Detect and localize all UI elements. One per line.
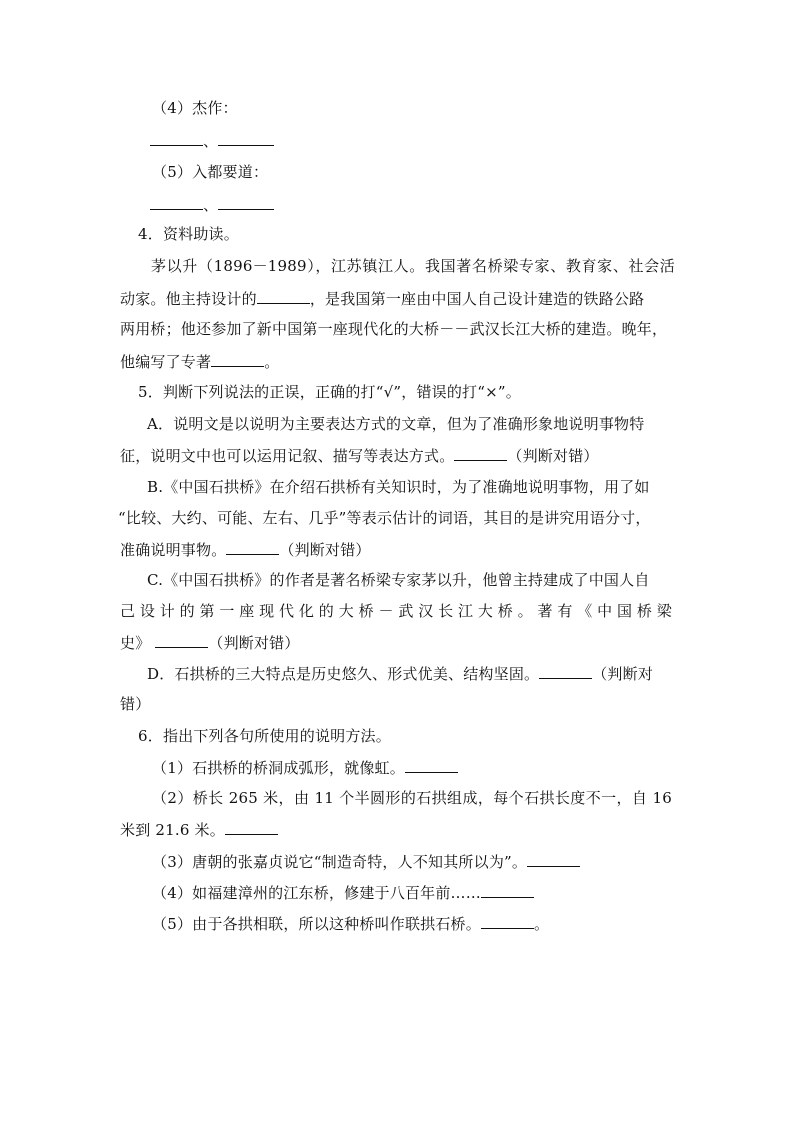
s5-c-line-2 <box>120 602 672 620</box>
s5-c-line-1 <box>147 571 650 589</box>
statement-text: C.《中国石拱桥》的作者是著名桥梁专家茅以升，他曾主持建成了中国人自 <box>147 571 650 589</box>
s4-line-3 <box>120 320 667 338</box>
s5-d-line-1 <box>147 664 653 683</box>
s5-b-line-2 <box>118 509 651 527</box>
q4-label <box>152 99 238 117</box>
paragraph-text: 两用桥；他还参加了新中国第一座现代化的大桥－－武汉长江大桥的建造。晚年， <box>120 320 668 338</box>
answer-blank[interactable] <box>481 883 534 898</box>
answer-blank[interactable] <box>150 195 203 210</box>
s5-b-line-1 <box>147 478 650 496</box>
statement-text: B.《中国石拱桥》在介绍石拱桥有关知识时，为了准确地说明事物，用了如 <box>147 478 650 496</box>
s4-line-1 <box>151 257 675 275</box>
judgment-note: （判断对错） <box>279 541 371 559</box>
s6-item-4 <box>152 883 534 902</box>
s6-item-2-line-1 <box>152 789 672 807</box>
paragraph-text: 动家。他主持设计的 <box>120 290 257 308</box>
s6-item-3 <box>152 852 580 871</box>
paragraph-text: 茅以升（1896－1989），江苏镇江人。我国著名桥梁专家、教育家、社会活 <box>151 257 675 275</box>
answer-blank[interactable] <box>539 664 592 679</box>
s6-item-2-line-2 <box>120 820 278 839</box>
q4-answer-row <box>150 131 274 150</box>
s5-a-line-2 <box>120 446 599 465</box>
s5-d-line-2 <box>120 695 150 713</box>
paragraph-text: 他编写了专著 <box>120 353 212 371</box>
s6-item-5 <box>152 914 549 933</box>
answer-blank[interactable] <box>527 852 580 867</box>
sentence-text: 。 <box>533 915 550 933</box>
sentence-text: （2）桥长 265 米，由 11 个半圆形的石拱组成，每个石拱长度不一，自 16 <box>152 789 672 807</box>
sentence-text: （4）如福建漳州的江东桥，修建于八百年前…… <box>152 884 481 902</box>
statement-text: A．说明文是以说明为主要表达方式的文章，但为了准确形象地说明事物特 <box>147 415 645 433</box>
q5-label <box>152 163 268 181</box>
sentence-text: （5）由于各拱相联，所以这种桥叫作联拱石桥。 <box>152 915 481 933</box>
statement-text: D．石拱桥的三大特点是历史悠久、形式优美、结构坚固。 <box>147 665 540 683</box>
section-5-heading-text: 5．判断下列说法的正误，正确的打“√”，错误的打“×”。 <box>138 383 521 401</box>
answer-blank[interactable] <box>257 289 310 304</box>
s6-item-1 <box>152 758 458 777</box>
answer-blank[interactable] <box>454 446 507 461</box>
judgment-note: （判断对错） <box>208 634 300 652</box>
statement-text: 征，说明文中也可以运用记叙、描写等表达方式。 <box>120 447 455 465</box>
q5-answer-row <box>150 195 274 214</box>
answer-blank[interactable] <box>405 758 458 773</box>
sentence-text: 米到 21.6 米。 <box>120 821 225 839</box>
sentence-text: （1）石拱桥的桥洞成弧形，就像虹。 <box>152 759 405 777</box>
section-4-heading <box>138 225 239 243</box>
section-4-heading-text: 4．资料助读。 <box>138 225 239 243</box>
paragraph-text: ，是我国第一座由中国人自己设计建造的铁路公路 <box>309 290 645 308</box>
statement-text: 己设计的第一座现代化的大桥－武汉长江大桥。著有《中国桥梁 <box>120 602 672 620</box>
statement-text: “比较、大约、可能、左右、几乎”等表示估计的词语，其目的是讲究用语分寸， <box>118 509 651 527</box>
answer-blank[interactable] <box>481 914 534 929</box>
separator: 、 <box>203 196 219 214</box>
s4-line-2 <box>120 289 644 308</box>
answer-blank[interactable] <box>218 195 274 210</box>
judgment-note: （判断对 <box>592 665 654 683</box>
s5-c-line-3 <box>120 633 300 652</box>
answer-blank[interactable] <box>225 820 278 835</box>
statement-text: 史》 <box>120 634 151 652</box>
paragraph-text: 。 <box>264 353 280 371</box>
answer-blank[interactable] <box>218 131 274 146</box>
answer-blank[interactable] <box>155 633 208 648</box>
s4-line-4 <box>120 352 279 371</box>
q4-label-text: （4）杰作： <box>152 99 238 117</box>
answer-blank[interactable] <box>150 131 203 146</box>
statement-text: 准确说明事物。 <box>120 541 227 559</box>
judgment-note: （判断对错） <box>507 447 599 465</box>
answer-blank[interactable] <box>211 352 264 367</box>
sentence-text: （3）唐朝的张嘉贞说它“制造奇特，人不知其所以为”。 <box>152 853 528 871</box>
q5-label-text: （5）入都要道： <box>152 163 269 181</box>
judgment-note: 错） <box>120 695 151 713</box>
answer-blank[interactable] <box>226 540 279 555</box>
separator: 、 <box>203 132 219 150</box>
s5-b-line-3 <box>120 540 371 559</box>
section-5-heading <box>138 383 521 401</box>
section-6-heading <box>138 727 391 745</box>
s5-a-line-1 <box>147 415 644 433</box>
section-6-heading-text: 6．指出下列各句所使用的说明方法。 <box>138 727 391 745</box>
